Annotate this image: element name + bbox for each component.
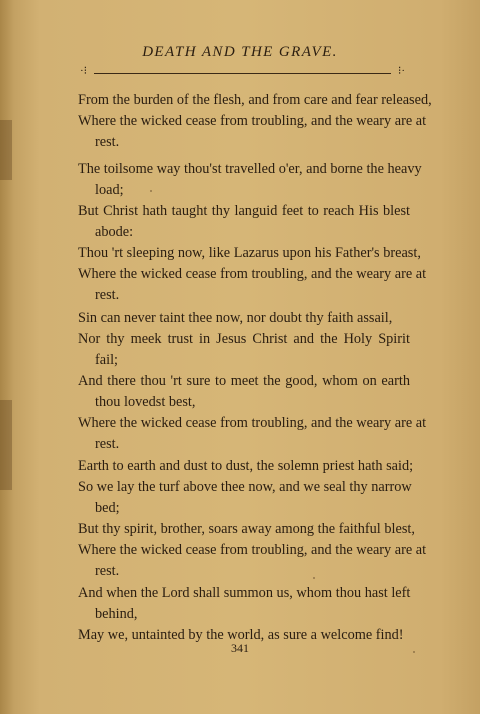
stanza: [78, 90, 432, 153]
page-stain: [0, 400, 12, 490]
verse-line: May we, untainted by the world, as sure a welcome find!: [78, 627, 404, 643]
verse-line: rest.: [95, 436, 120, 452]
verse-line: fail;: [95, 352, 119, 368]
header-rule: [80, 67, 405, 79]
verse-line: thou lovedst best,: [95, 394, 196, 410]
verse-line: behind,: [95, 606, 138, 622]
verse-line: So we lay the turf above thee now, and we seal thy narrow: [78, 479, 412, 495]
page-number: 341: [231, 641, 249, 655]
verse-line: rest.: [95, 134, 120, 150]
verse-line: And there thou 'rt sure to meet the good, whom on earth: [78, 373, 410, 389]
rule-line: [94, 73, 391, 74]
verse-line: And when the Lord shall summon us, whom thou hast left: [78, 585, 411, 601]
ornament-right: ⁝·: [397, 65, 405, 77]
verse-line: But thy spirit, brother, soars away among the faithful blest,: [78, 521, 415, 537]
verse-line: bed;: [95, 500, 120, 516]
verse-line: But Christ hath taught thy languid feet to reach His blest: [78, 203, 410, 219]
verse-line: Where the wicked cease from troubling, and the weary are at: [78, 542, 427, 558]
verse-line: The toilsome way thou'st travelled o'er, and borne the heavy: [78, 161, 422, 177]
page-stain: [0, 120, 12, 180]
verse-line: rest.: [95, 563, 120, 579]
verse-line: Earth to earth and dust to dust, the solemn priest hath said;: [78, 458, 414, 474]
verse-line: Sin can never taint thee now, nor doubt thy faith assail,: [78, 310, 393, 326]
stanza: [78, 456, 427, 582]
verse-line: Where the wicked cease from troubling, and the weary are at: [78, 266, 427, 282]
stanza: [78, 308, 427, 455]
verse-line: abode:: [95, 224, 134, 240]
verse-line: Where the wicked cease from troubling, and the weary are at: [78, 415, 427, 431]
verse-line: rest.: [95, 287, 120, 303]
verse-line: From the burden of the flesh, and from care and fear released,: [78, 92, 432, 108]
verse-line: load;: [95, 182, 124, 198]
ornament-left: ·⁝: [80, 65, 88, 77]
paper-speck: [413, 651, 415, 653]
running-header: DEATH AND THE GRAVE.: [142, 44, 338, 60]
verse-line: Thou 'rt sleeping now, like Lazarus upon his Father's breast,: [78, 245, 421, 261]
paper-speck: [150, 190, 152, 192]
paper-speck: [313, 577, 315, 579]
stanza: [78, 583, 410, 646]
verse-line: Where the wicked cease from troubling, and the weary are at: [78, 113, 427, 129]
stanza: [78, 159, 427, 306]
verse-line: Nor thy meek trust in Jesus Christ and the Holy Spirit: [78, 331, 410, 347]
